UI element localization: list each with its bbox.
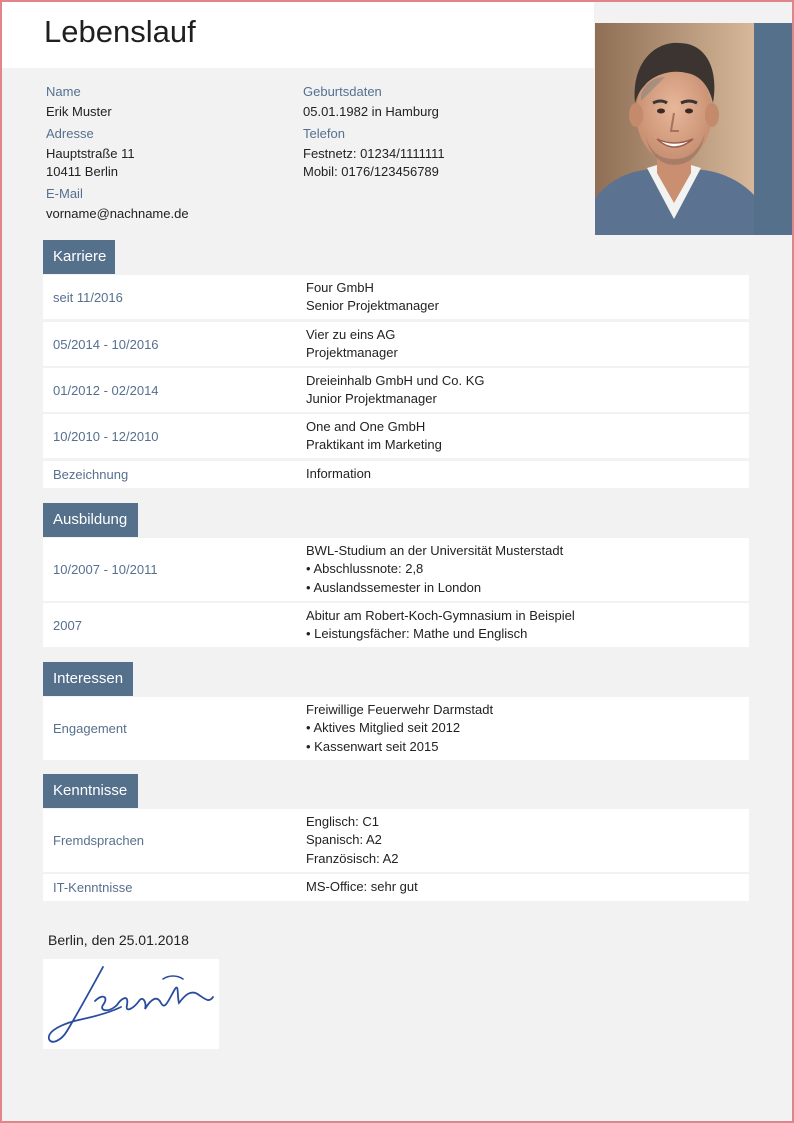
row-value: Englisch: C1 xyxy=(306,813,379,829)
row-value: Senior Projektmanager xyxy=(306,298,439,313)
row-value: Junior Projektmanager xyxy=(306,391,437,406)
section-heading-interessen: Interessen xyxy=(43,662,133,696)
row-value: Projektmanager xyxy=(306,345,398,360)
table-row xyxy=(43,809,749,872)
row-key: Engagement xyxy=(53,721,127,736)
row-key: 01/2012 - 02/2014 xyxy=(53,382,159,398)
row-value: • Auslandssemester in London xyxy=(306,579,482,595)
row-value: BWL-Studium an der Universität Musterstadt xyxy=(306,542,564,558)
page-title: Lebenslauf xyxy=(44,14,196,49)
row-key: IT-Kenntnisse xyxy=(53,880,133,895)
personal-info-right xyxy=(303,84,445,181)
row-value: One and One GmbH xyxy=(306,418,426,434)
row-value: • Kassenwart seit 2015 xyxy=(306,738,439,754)
email-label: E-Mail xyxy=(46,186,83,201)
title-bar xyxy=(2,2,594,68)
email-value: vorname@nachname.de xyxy=(46,206,189,221)
signature-place-date: Berlin, den 25.01.2018 xyxy=(48,932,189,948)
table-row xyxy=(43,461,749,488)
row-key: Bezeichnung xyxy=(53,467,129,482)
personal-info-left xyxy=(46,84,189,223)
phone-mobile: Mobil: 0176/123456789 xyxy=(303,164,439,179)
row-key: 2007 xyxy=(53,617,82,633)
row-value: Abitur am Robert-Koch-Gymnasium in Beispiel xyxy=(306,607,575,623)
row-value: Praktikant im Marketing xyxy=(306,437,442,452)
row-value: Spanisch: A2 xyxy=(306,832,382,848)
birth-label: Geburtsdaten xyxy=(303,84,382,99)
section-heading-karriere: Karriere xyxy=(43,240,115,274)
photo-accent-bar xyxy=(754,23,794,235)
row-value: • Leistungsfächer: Mathe und Englisch xyxy=(306,626,528,641)
profile-photo-illustration xyxy=(595,23,754,235)
address-label: Adresse xyxy=(46,126,94,141)
table-row xyxy=(43,368,749,412)
table-row xyxy=(43,603,749,647)
address-line-2: 10411 Berlin xyxy=(46,164,119,179)
row-value: • Abschlussnote: 2,8 xyxy=(306,561,424,577)
signature xyxy=(43,959,219,1049)
row-value: Vier zu eins AG xyxy=(306,326,396,342)
table-row xyxy=(43,414,749,458)
profile-photo xyxy=(595,23,754,235)
row-value: • Aktives Mitglied seit 2012 xyxy=(306,720,461,736)
row-value: Französisch: A2 xyxy=(306,850,399,866)
name-value: Erik Muster xyxy=(46,104,112,119)
name-label: Name xyxy=(46,84,81,99)
table-row xyxy=(43,697,749,760)
row-key: 10/2010 - 12/2010 xyxy=(53,428,159,444)
phone-landline: Festnetz: 01234/1111111 xyxy=(303,146,445,161)
signature-scribble xyxy=(43,959,219,1049)
section-heading-ausbildung: Ausbildung xyxy=(43,503,138,537)
row-value: Information xyxy=(306,466,372,482)
row-value: MS-Office: sehr gut xyxy=(306,879,418,895)
row-key: seit 11/2016 xyxy=(53,289,123,305)
row-key: Fremdsprachen xyxy=(53,833,145,848)
birth-value: 05.01.1982 in Hamburg xyxy=(303,104,439,119)
table-row xyxy=(43,275,749,319)
table-row xyxy=(43,322,749,366)
row-value: Four GmbH xyxy=(306,279,374,295)
phone-label: Telefon xyxy=(303,126,345,141)
row-value: Dreieinhalb GmbH und Co. KG xyxy=(306,372,485,388)
address-line-1: Hauptstraße 11 xyxy=(46,146,135,161)
table-row xyxy=(43,874,749,901)
row-value: Freiwillige Feuerwehr Darmstadt xyxy=(306,701,494,717)
row-key: 10/2007 - 10/2011 xyxy=(53,562,158,577)
table-row xyxy=(43,538,749,601)
section-heading-kenntnisse: Kenntnisse xyxy=(43,774,138,808)
row-key: 05/2014 - 10/2016 xyxy=(53,336,159,352)
